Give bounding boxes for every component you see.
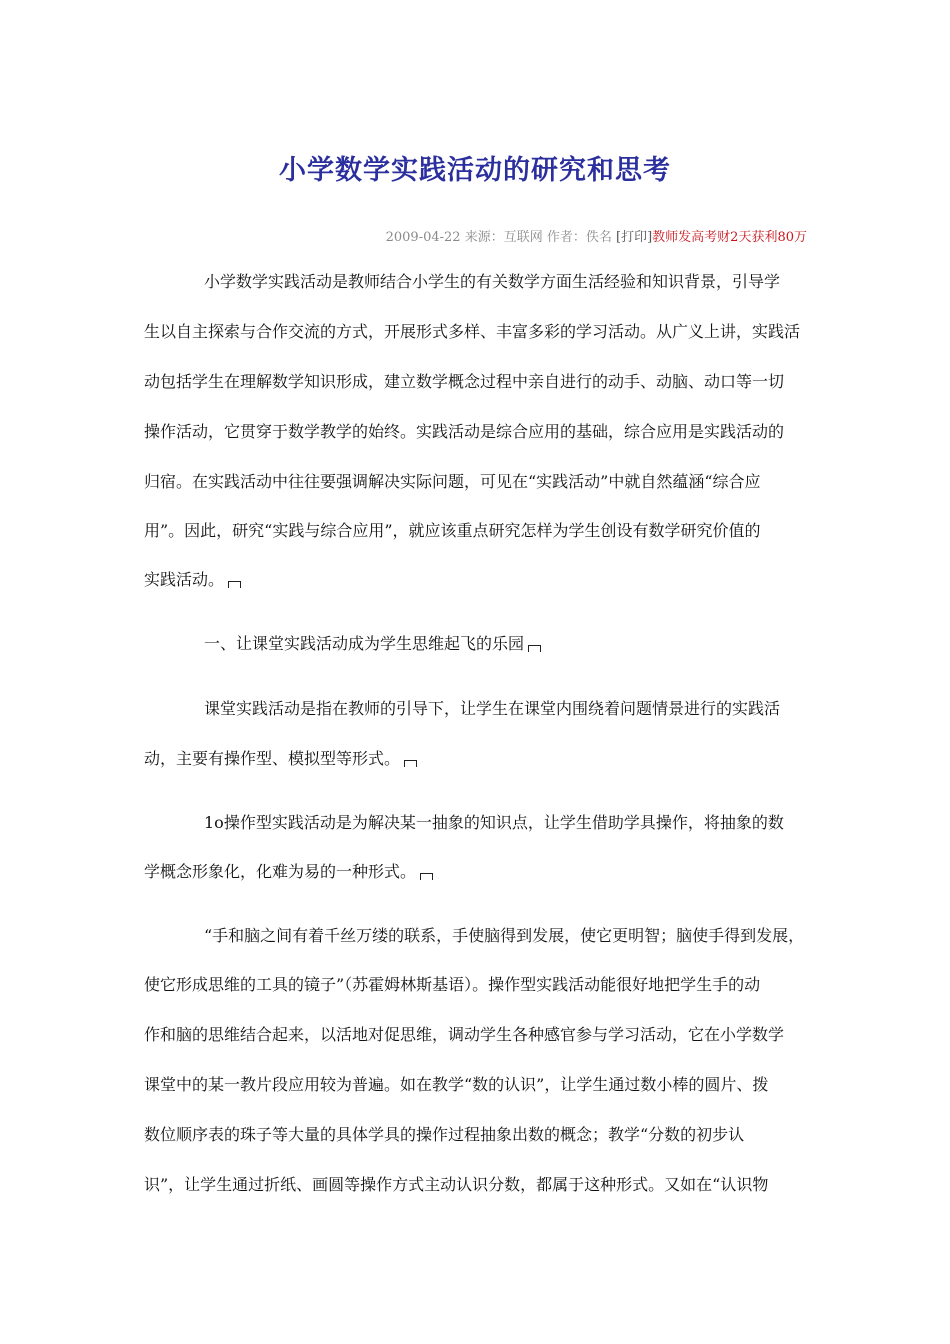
article-source: 来源：互联网: [464, 230, 543, 245]
paragraph-line-end: [144, 862, 814, 882]
article-meta: [386, 226, 807, 245]
paragraph-line: 使它形成思维的工具的镜子”（苏霍姆林斯基语）。操作型实践活动能很好地把学生手的动: [144, 975, 761, 994]
paragraph-mark-icon: [404, 760, 417, 767]
paragraph-line: 课堂中的某一教片段应用较为普遍。如在教学“数的认识”，让学生通过数小棒的圆片、拨: [144, 1075, 769, 1094]
paragraph-mark-icon: [420, 873, 433, 880]
paragraph-line: 作和脑的思维结合起来，以活地对促思维，调动学生各种感官参与学习活动，它在小学数学: [144, 1025, 785, 1044]
paragraph-line: 课堂实践活动是指在教师的引导下，让学生在课堂内围绕着问题情景进行的实践活: [204, 699, 781, 718]
paragraph-line-end: [144, 570, 814, 590]
article-author: 作者：佚名: [546, 230, 612, 245]
paragraph-line: 数位顺序表的珠子等大量的具体学具的操作过程抽象出数的概念；教学“分数的初步认: [144, 1125, 745, 1144]
print-link[interactable]: [打印]: [616, 230, 653, 245]
paragraph-line: 归宿。在实践活动中往往要强调解决实际问题，可见在“实践活动”中就自然蕴涵“综合应: [144, 472, 761, 491]
paragraph-line: 生以自主探索与合作交流的方式，开展形式多样、丰富多彩的学习活动。从广义上讲，实践活: [144, 322, 801, 341]
section-heading: [204, 634, 814, 654]
line-text: 实践活动。: [144, 570, 225, 589]
paragraph-line: 操作活动，它贯穿于数学教学的始终。实践活动是综合应用的基础，综合应用是实践活动的: [144, 422, 785, 441]
paragraph-line: 小学数学实践活动是教师结合小学生的有关数学方面生活经验和知识背景，引导学: [204, 272, 781, 291]
paragraph-mark-icon: [528, 645, 541, 652]
line-text: 动，主要有操作型、模拟型等形式。: [144, 749, 401, 768]
line-text: 学概念形象化，化难为易的一种形式。: [144, 862, 417, 881]
paragraph-mark-icon: [228, 581, 241, 588]
paragraph-line: “手和脑之间有着千丝万缕的联系，手使脑得到发展，使它更明智；脑使手得到发展，: [204, 926, 805, 945]
ad-link[interactable]: 教师发高考财2天获利80万: [652, 230, 807, 245]
article-title: 小学数学实践活动的研究和思考: [279, 155, 671, 186]
article-date: 2009-04-22: [385, 230, 461, 245]
paragraph-line: 用”。因此，研究“实践与综合应用”，就应该重点研究怎样为学生创设有数学研究价值的: [144, 521, 761, 540]
line-text: 一、让课堂实践活动成为学生思维起飞的乐园: [204, 634, 525, 653]
paragraph-line: 动包括学生在理解数学知识形成，建立数学概念过程中亲自进行的动手、动脑、动口等一切: [144, 372, 785, 391]
paragraph-line: 1o操作型实践活动是为解决某一抽象的知识点，让学生借助学具操作，将抽象的数: [204, 813, 784, 832]
paragraph-line-end: [144, 749, 814, 769]
paragraph-line: 识”，让学生通过折纸、画圆等操作方式主动认识分数，都属于这种形式。又如在“认识物: [144, 1175, 769, 1194]
